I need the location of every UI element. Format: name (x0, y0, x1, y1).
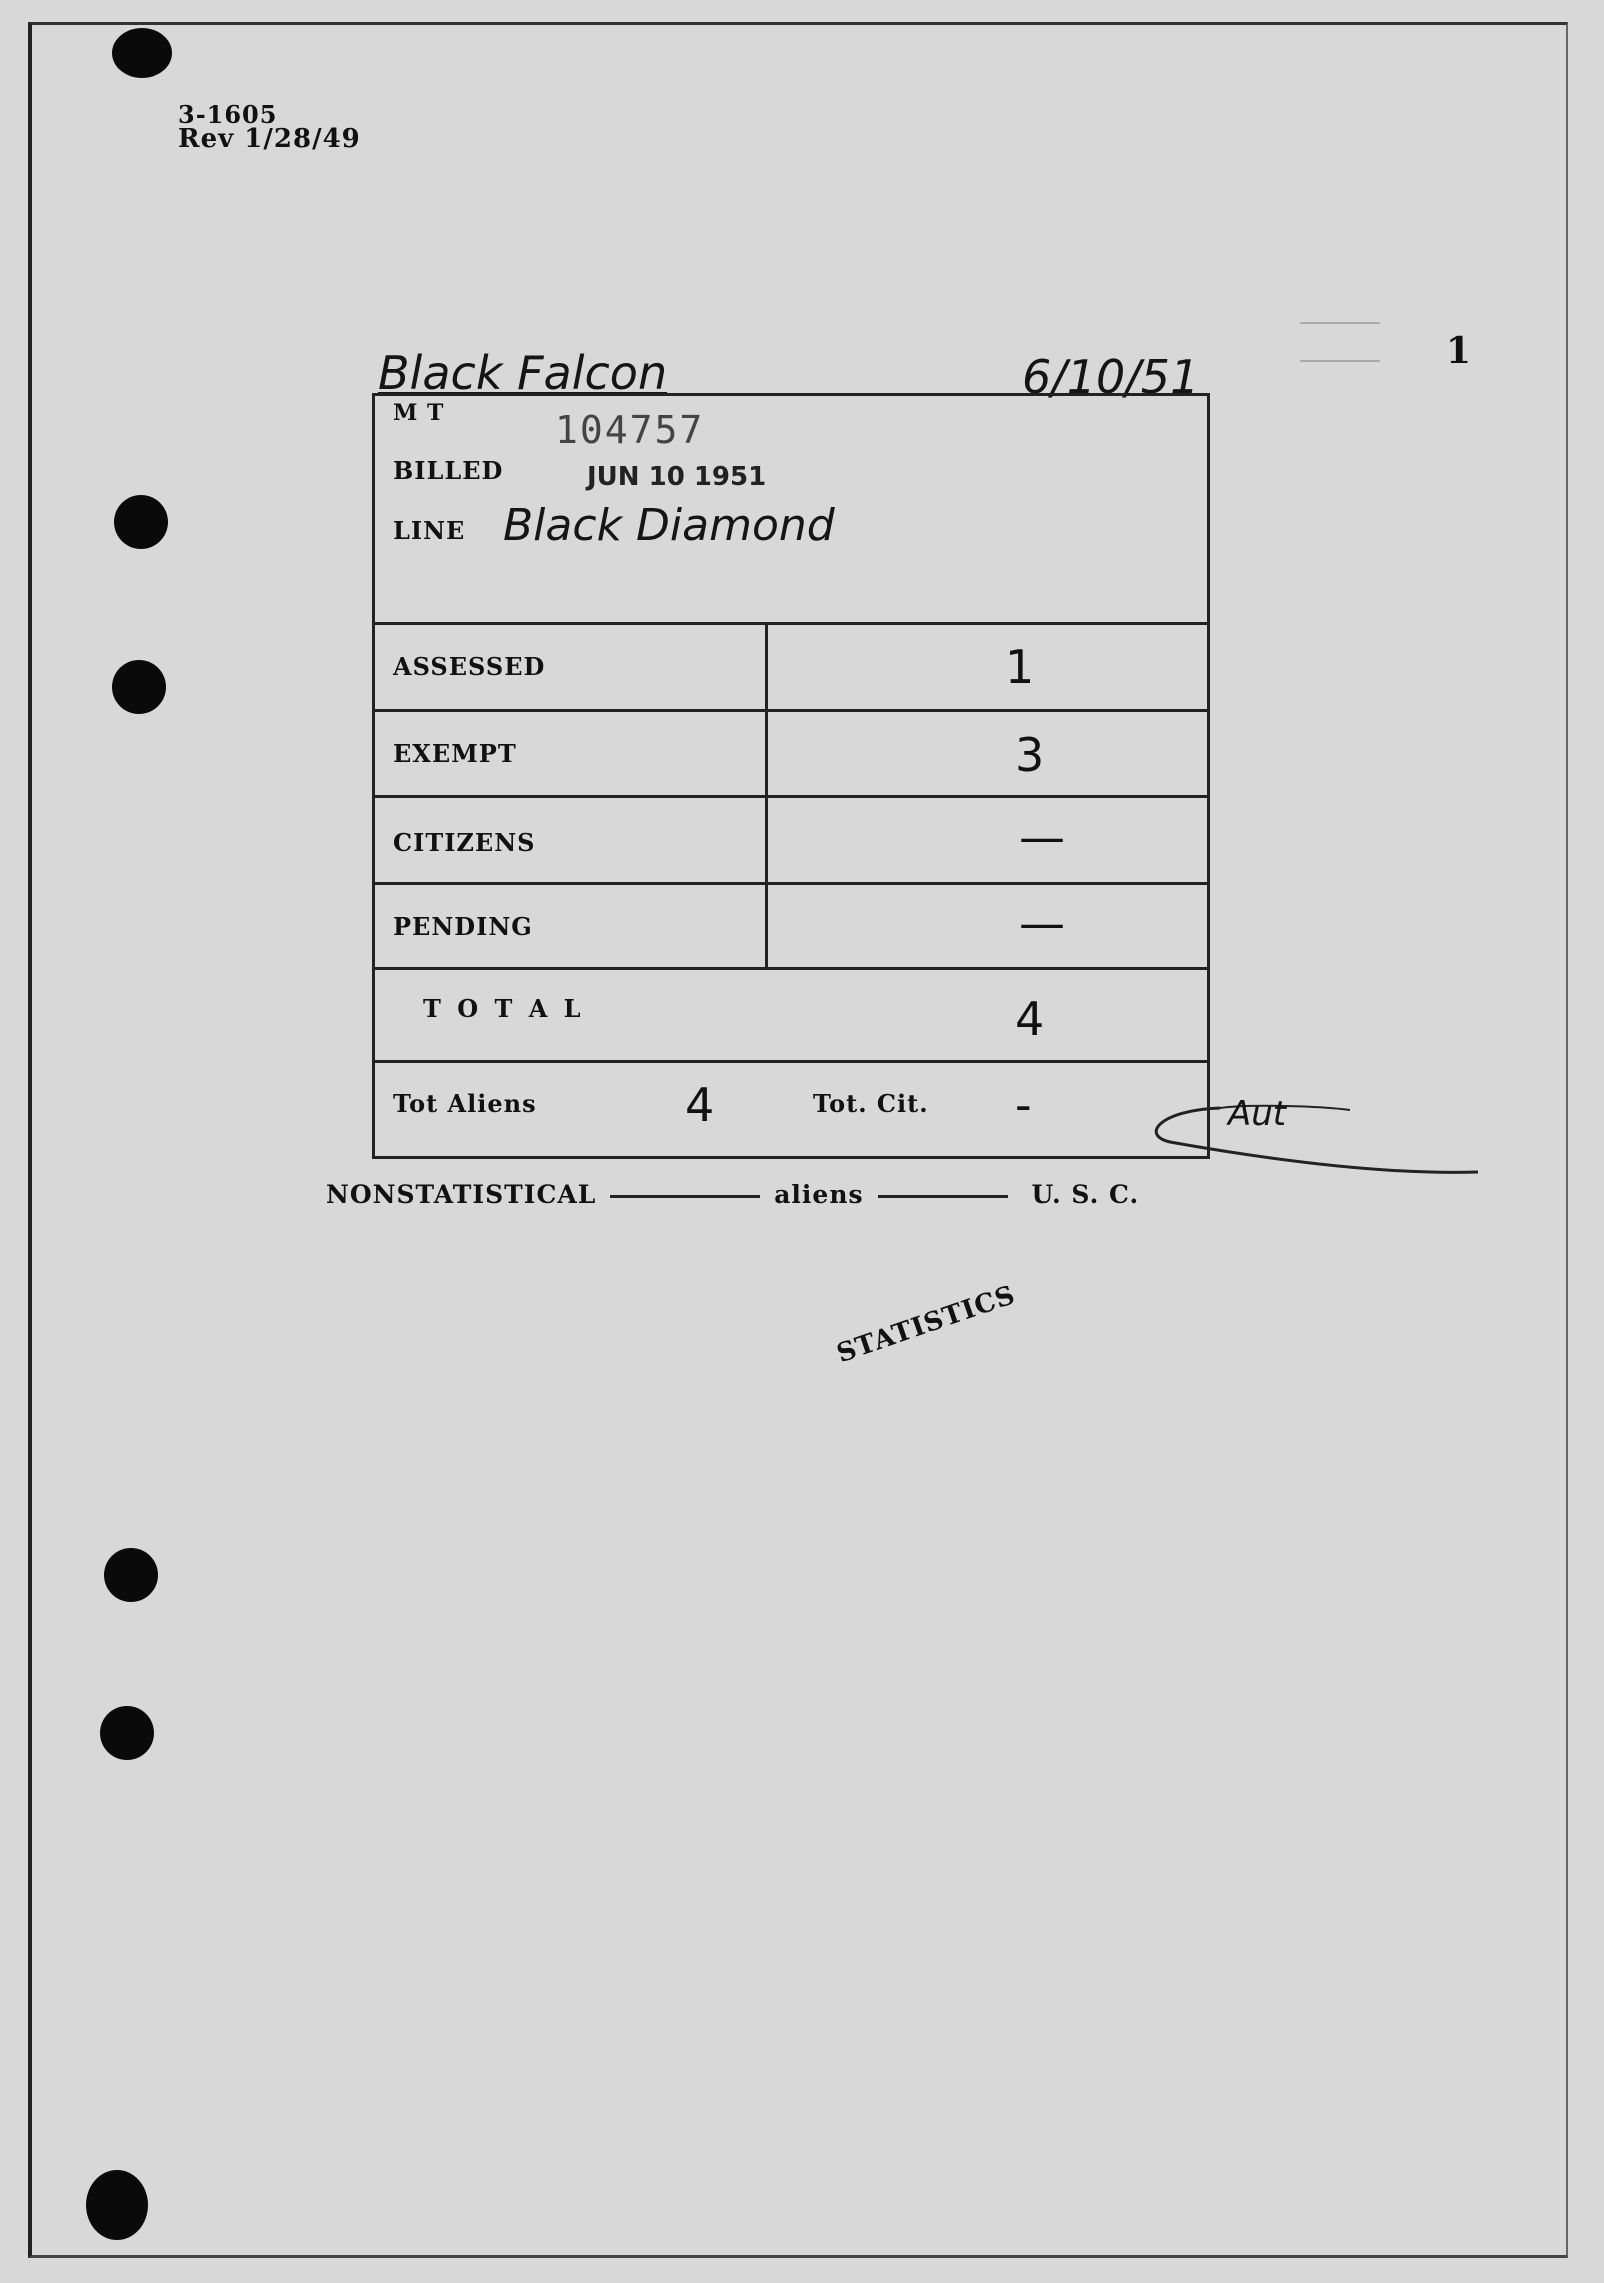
row-value-pending: — (1019, 896, 1065, 950)
total-aliens-label: Tot Aliens (393, 1089, 537, 1118)
column-divider (765, 622, 768, 967)
total-label: T O T A L (423, 994, 585, 1023)
punch-hole (104, 1548, 158, 1602)
punch-hole (114, 495, 168, 549)
usc-label: U. S. C. (1031, 1180, 1140, 1209)
total-citizens-value: - (1015, 1078, 1032, 1132)
rule (375, 1060, 1207, 1063)
punch-hole (112, 660, 166, 714)
faint-rule (1300, 322, 1380, 324)
billed-label: BILLED (393, 456, 504, 485)
row-value-citizens: — (1019, 810, 1065, 864)
report-date: 6/10/51 (1022, 350, 1200, 404)
row-label-pending: PENDING (393, 912, 533, 941)
rule (375, 709, 1207, 712)
punch-hole (86, 2170, 148, 2240)
aliens-label: aliens (774, 1180, 864, 1209)
rule (375, 795, 1207, 798)
row-label-assessed: ASSESSED (393, 652, 546, 681)
punch-hole (112, 28, 172, 78)
initials-loop-mark (1140, 1080, 1480, 1190)
total-value: 4 (1015, 992, 1045, 1046)
total-citizens-label: Tot. Cit. (813, 1089, 929, 1118)
initials: Aut (1228, 1094, 1287, 1134)
mt-label: M T (393, 400, 445, 426)
punch-hole (100, 1706, 154, 1760)
aliens-blank (878, 1195, 1008, 1198)
nonstatistical-line (326, 1180, 1139, 1209)
page-number: 1 (1446, 330, 1473, 372)
faint-rule (1300, 360, 1380, 362)
billed-date-stamp: JUN 10 1951 (587, 462, 767, 492)
vessel-name: Black Falcon (378, 346, 668, 400)
nonstatistical-label: NONSTATISTICAL (326, 1180, 597, 1209)
form-table (372, 393, 1210, 1159)
rule (375, 622, 1207, 625)
rule (375, 967, 1207, 970)
row-value-exempt: 3 (1015, 728, 1045, 782)
total-aliens-value: 4 (685, 1078, 715, 1132)
mt-number-stamp: 104757 (555, 408, 705, 452)
form-number: 3-1605 (178, 100, 278, 129)
statistics-stamp: STATISTICS (833, 1280, 1020, 1370)
row-label-exempt: EXEMPT (393, 739, 517, 768)
line-name: Black Diamond (503, 500, 835, 551)
rule (375, 882, 1207, 885)
row-label-citizens: CITIZENS (393, 828, 536, 857)
line-label: LINE (393, 516, 466, 545)
row-value-assessed: 1 (1005, 640, 1035, 694)
nonstatistical-blank (610, 1195, 760, 1198)
form-revision: Rev 1/28/49 (178, 124, 361, 154)
